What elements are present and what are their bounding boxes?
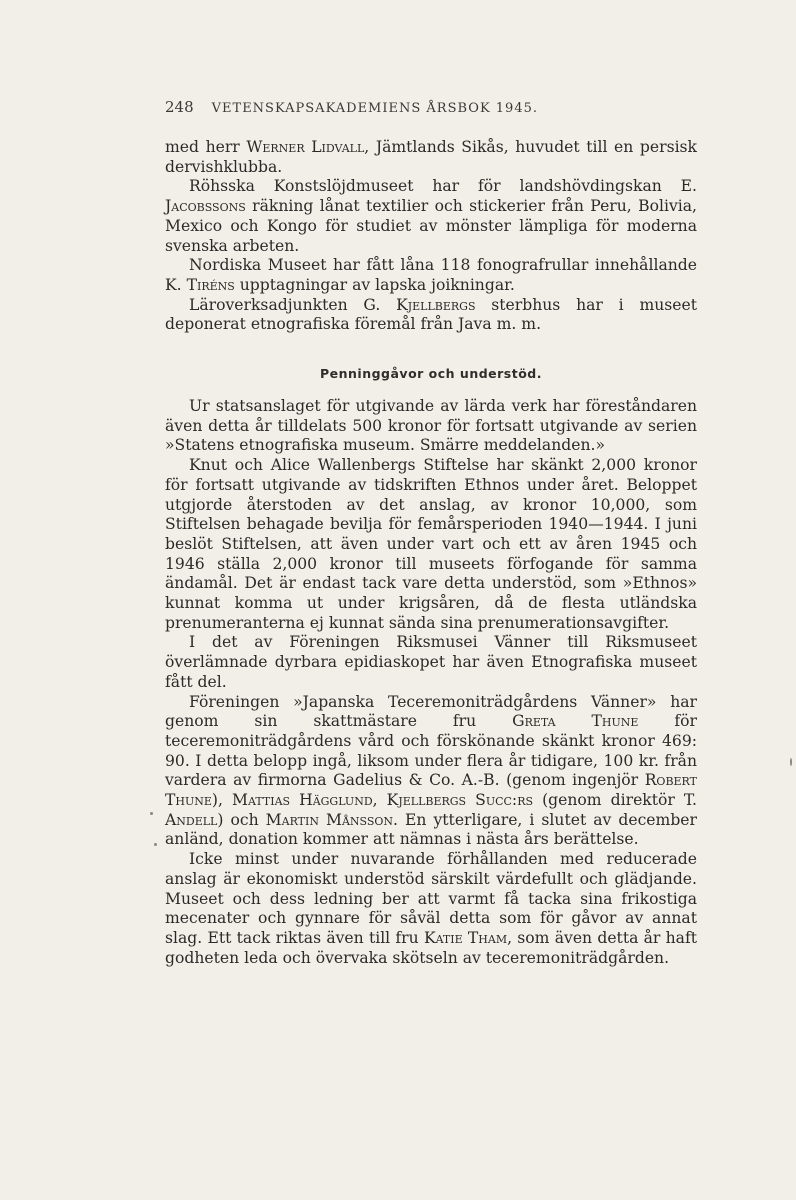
paragraph xyxy=(165,693,697,851)
running-header xyxy=(165,98,695,116)
paragraph: I det av Föreningen Riksmusei Vänner till Riksmuseet överlämnade dyrbara epidiaskopet har även Etnografiska museet fått del. xyxy=(165,633,697,691)
text-block-main xyxy=(165,397,697,968)
paragraph xyxy=(165,256,697,295)
text-run: , Jämtlands Sikås, huvudet till en persisk dervishklubba. xyxy=(165,138,698,176)
name-smallcaps: Greta Thune xyxy=(512,712,639,731)
text-run: med herr xyxy=(165,138,247,156)
name-smallcaps: Tiréns xyxy=(186,275,235,294)
name-smallcaps: Andell xyxy=(165,810,218,829)
name-smallcaps: Kjellbergs Succ:rs xyxy=(386,791,534,810)
text-run: , xyxy=(372,791,387,810)
text-run: Röhsska Konstslöjdmuseet har för landshövdingskan E. xyxy=(189,177,697,196)
running-title: VETENSKAPSAKADEMIENS ÅRSBOK 1945. xyxy=(211,101,539,116)
paragraph xyxy=(165,138,697,177)
text-run: ), xyxy=(211,791,233,810)
text-run: Nordiska Museet har fått låna 118 fonografrullar innehållande K. xyxy=(165,256,697,294)
paragraph: Ur statsanslaget för utgivande av lärda verk har föreståndaren även detta år tilldelats 500 kronor för fortsatt utgivande av serien »Statens etnografiska museum. Smärre meddelanden.» xyxy=(165,397,697,455)
text-run: Icke minst under nuvarande förhållanden med reducerade anslag är ekonomiskt understöd särskilt värdefullt och glädjande. Museet och dess ledning ber att varmt få tacka sina frikostiga mecenater och gynnare för såväl detta som för gåvor av annat slag. Ett tack riktas även till fru xyxy=(165,850,697,947)
text-run: upptagningar av lapska joikningar. xyxy=(234,275,515,294)
paper-speck xyxy=(150,812,153,815)
text-run: sterbhus har i museet deponerat etnografiska föremål från Java m. m. xyxy=(165,295,697,334)
text-run: räkning lånat textilier och stickerier från Peru, Bolivia, Mexico och Kongo för studiet av mönster lämpliga för moderna svenska arbeten. xyxy=(165,197,697,255)
paragraph: Knut och Alice Wallenbergs Stiftelse har skänkt 2,000 kronor för fortsatt utgivande av tidskriften Ethnos under året. Beloppet utgjorde återstoden av det anslag, av kronor 10,000, som Stiftelsen behagade bevilja för femårsperioden 1940—1944. I juni beslöt Stiftelsen, att även under vart och ett av åren 1945 och 1946 ställa 2,000 kronor till museets förfogande för samma ändamål. Det är endast tack vare detta understöd, som »Ethnos» kunnat komma ut under krigsåren, då de flesta utländska prenumeranterna ej kunnat sända sina prenumerationsavgifter. xyxy=(165,456,697,632)
text-run: för teceremoniträdgårdens vård och förskönande skänkt kronor 469: 90. I detta belopp ingå, liksom under flera år tidigare, 100 kr. från vardera av firmorna Gadelius & Co. A.-B. (genom ingenjör xyxy=(165,712,697,790)
name-smallcaps: Mattias Hägglund xyxy=(232,791,373,810)
text-run: , som även detta år haft godheten leda och övervaka skötseln av teceremoniträdgården. xyxy=(165,928,697,967)
paper-speck xyxy=(154,843,157,846)
name-smallcaps: Werner Lidvall xyxy=(246,138,365,156)
text-run: Läroverksadjunkten G. xyxy=(189,295,397,314)
name-smallcaps: Kjellbergs xyxy=(396,295,476,314)
text-run: . En ytterligare, i slutet av december anländ, donation kommer att nämnas i nästa års berättelse. xyxy=(165,810,697,849)
text-run: Föreningen »Japanska Teceremoniträdgårdens Vänner» har genom sin skattmästare fru xyxy=(165,692,697,731)
name-smallcaps: Martin Månsson xyxy=(265,810,394,829)
name-smallcaps: Jacobssons xyxy=(165,197,246,216)
name-smallcaps: Katie Tham xyxy=(423,928,508,947)
page-number: 248 xyxy=(165,98,194,116)
paper-speck xyxy=(790,758,792,766)
text-run: (genom direktör T. xyxy=(533,791,697,810)
text-block-top xyxy=(165,138,697,335)
paragraph xyxy=(165,850,697,968)
text-run: ) och xyxy=(217,810,266,829)
paragraph xyxy=(165,177,697,256)
section-heading: Penninggåvor och understöd. xyxy=(319,366,543,381)
name-smallcaps: Robert Thune xyxy=(165,771,697,810)
paragraph xyxy=(165,296,697,335)
